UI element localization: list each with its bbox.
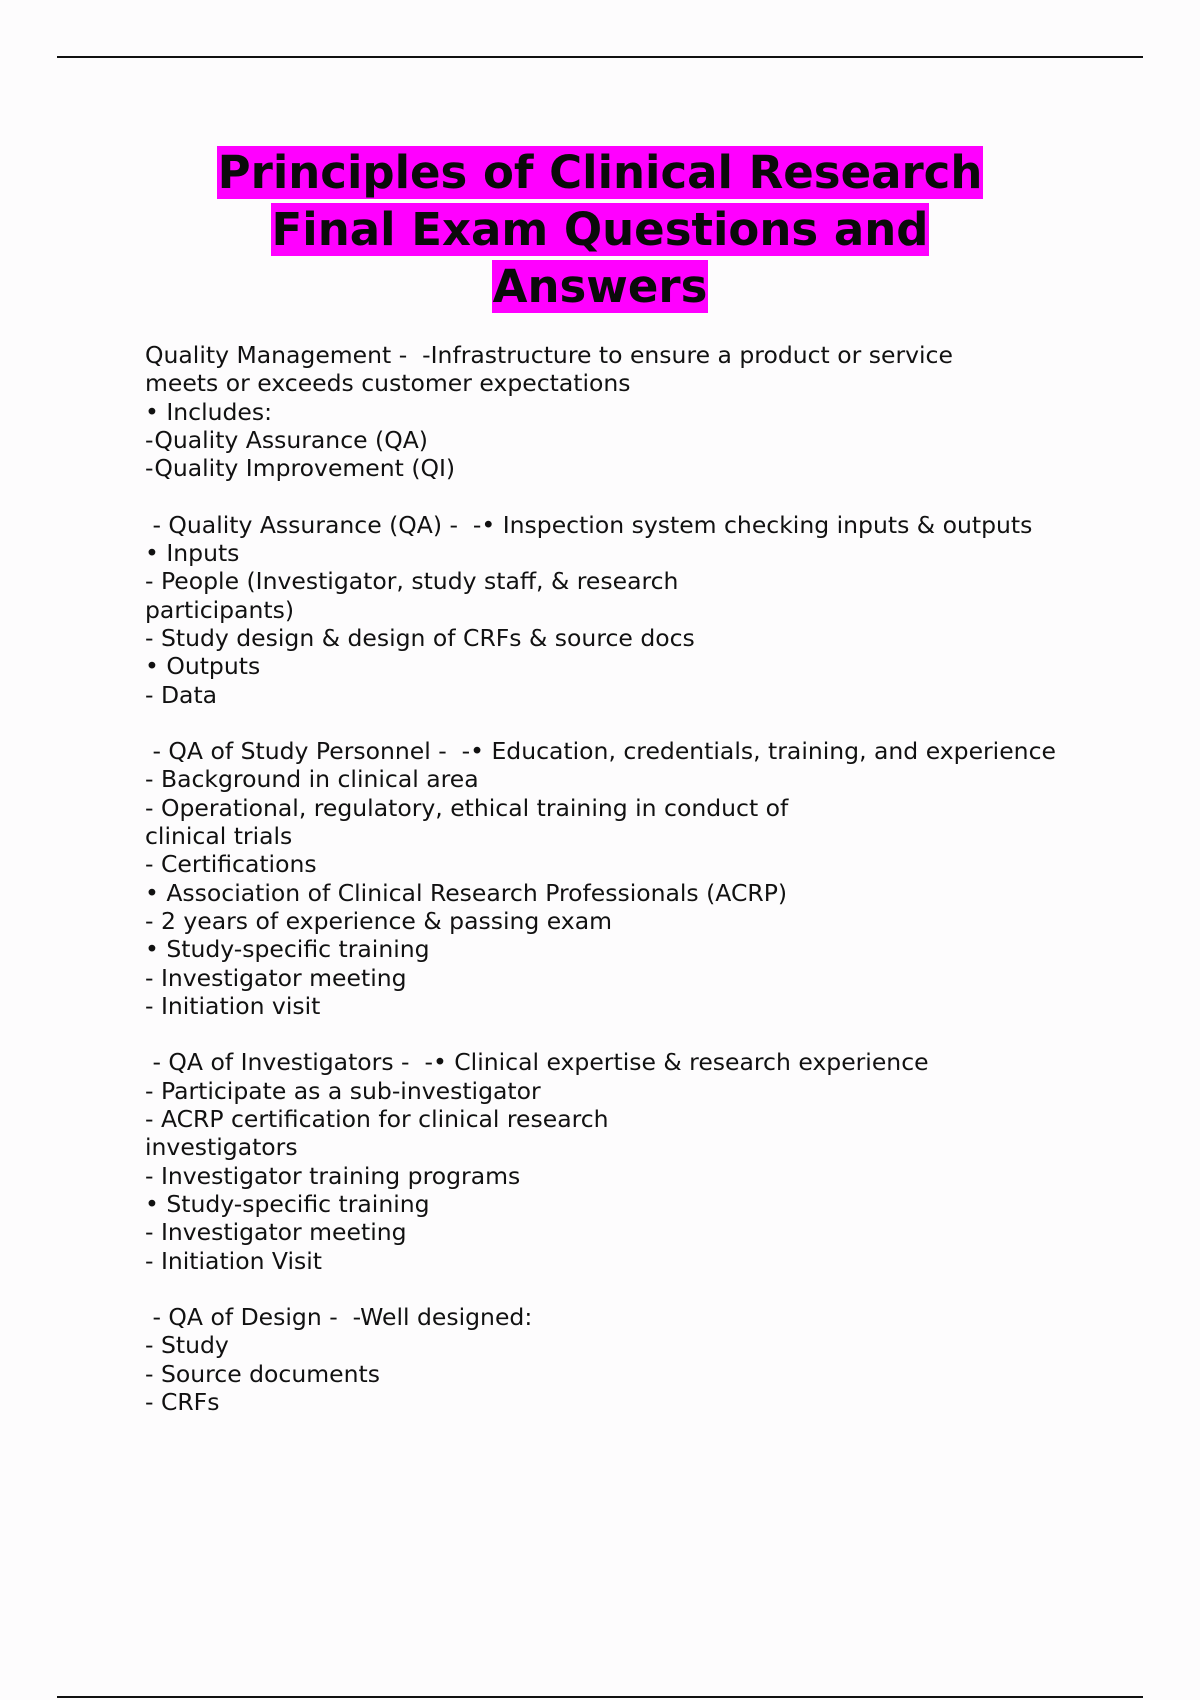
body-line: - QA of Design - -Well designed:: [145, 1303, 533, 1332]
title-line-2: Final Exam Questions and: [271, 203, 929, 256]
body-line: meets or exceeds customer expectations: [145, 369, 631, 398]
body-line: - Data: [145, 680, 218, 709]
body-line: - CRFs: [145, 1387, 220, 1416]
body-line: - QA of Study Personnel - -• Education, credentials, training, and experience: [145, 737, 1056, 766]
title-line-3: Answers: [492, 260, 708, 313]
body-line: - Study: [145, 1331, 229, 1360]
body-line: • Study-specific training: [145, 935, 430, 964]
blank-line: [145, 1020, 1105, 1048]
top-divider: [57, 56, 1143, 58]
body-line: - Participate as a sub-investigator: [145, 1076, 541, 1105]
blank-line: [145, 709, 1105, 737]
body-line: • Study-specific training: [145, 1189, 430, 1218]
blank-line: [145, 1275, 1105, 1303]
body-line: -Quality Improvement (QI): [145, 454, 456, 483]
body-line: - QA of Investigators - -• Clinical expertise & research experience: [145, 1048, 929, 1077]
body-line: - Quality Assurance (QA) - -• Inspection system checking inputs & outputs: [145, 510, 1033, 539]
document-title: [0, 144, 1200, 315]
body-line: • Includes:: [145, 397, 273, 426]
blank-line: [145, 482, 1105, 510]
body-line: - Initiation visit: [145, 991, 321, 1020]
body-line: - ACRP certification for clinical research: [145, 1105, 609, 1134]
body-line: - 2 years of experience & passing exam: [145, 906, 613, 935]
body-line: • Outputs: [145, 652, 261, 681]
body-line: - Initiation Visit: [145, 1246, 323, 1275]
body-line: - Certifications: [145, 850, 317, 879]
body-line: - Investigator meeting: [145, 1218, 407, 1247]
body-line: - Source documents: [145, 1359, 380, 1388]
body-line: participants): [145, 595, 295, 624]
body-line: - Study design & design of CRFs & source docs: [145, 623, 695, 652]
bottom-divider: [57, 1696, 1143, 1698]
body-line: -Quality Assurance (QA): [145, 425, 428, 454]
body-line: • Inputs: [145, 539, 240, 568]
body-line: - Investigator training programs: [145, 1161, 521, 1190]
body-line: investigators: [145, 1133, 298, 1162]
body-line: Quality Management - -Infrastructure to ensure a product or service: [145, 341, 953, 369]
title-line-1: Principles of Clinical Research: [217, 146, 983, 199]
body-line: - Background in clinical area: [145, 765, 479, 794]
document-body: [145, 341, 1105, 1416]
body-line: - People (Investigator, study staff, & research: [145, 567, 679, 596]
body-line: - Operational, regulatory, ethical training in conduct of: [145, 793, 789, 822]
body-line: clinical trials: [145, 822, 293, 851]
body-line: • Association of Clinical Research Professionals (ACRP): [145, 878, 788, 907]
body-line: - Investigator meeting: [145, 963, 407, 992]
